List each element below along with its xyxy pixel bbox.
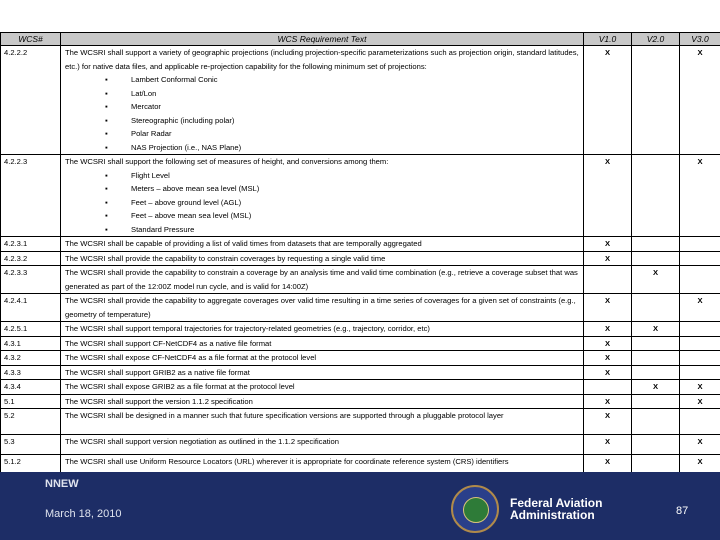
requirement-id: 4.3.1 xyxy=(1,336,61,351)
bullet-list xyxy=(65,169,580,237)
requirement-text: The WCSRI shall expose CF-NetCDF4 as a file format at the protocol level xyxy=(65,353,317,362)
v2-mark: X xyxy=(632,380,680,395)
requirement-id: 5.3 xyxy=(1,435,61,455)
requirement-text-cell xyxy=(61,365,584,380)
requirement-id: 5.1 xyxy=(1,394,61,409)
v1-mark: X xyxy=(584,46,632,155)
requirement-text-cell xyxy=(61,409,584,435)
requirement-text-cell xyxy=(61,155,584,237)
table-row xyxy=(1,155,720,237)
v1-mark: X xyxy=(584,155,632,237)
v1-mark xyxy=(584,266,632,294)
v2-mark xyxy=(632,394,680,409)
requirement-text-cell xyxy=(61,251,584,266)
v3-mark: X xyxy=(680,455,720,484)
bullet-item: ▪ Standard Pressure xyxy=(105,223,580,237)
requirement-id: 4.2.3.1 xyxy=(1,237,61,252)
v2-mark xyxy=(632,336,680,351)
v3-mark xyxy=(680,351,720,366)
program-name: NNEW xyxy=(45,478,79,490)
v1-mark: X xyxy=(584,455,632,484)
v1-mark: X xyxy=(584,336,632,351)
requirement-text: The WCSRI shall be designed in a manner such that future specification versions are supported through a pluggable protocol layer xyxy=(65,411,504,420)
v3-mark xyxy=(680,322,720,337)
bullet-item: ▪ Lat/Lon xyxy=(105,87,580,101)
v3-mark xyxy=(680,251,720,266)
v2-mark xyxy=(632,435,680,455)
requirement-text-cell xyxy=(61,46,584,155)
requirement-text: The WCSRI shall support temporal trajectories for trajectory-related geometries (e.g., trajectory, corridor, etc) xyxy=(65,324,430,333)
requirement-id: 4.2.2.2 xyxy=(1,46,61,155)
requirement-text: The WCSRI shall support version negotiation as outlined in the 1.1.2 specification xyxy=(65,437,339,446)
requirement-text: The WCSRI shall use Uniform Resource Locators (URL) wherever it is appropriate for coordinate reference system (CRS) identifiers xyxy=(65,457,509,466)
table-row xyxy=(1,435,720,455)
footer xyxy=(0,472,720,540)
requirement-id: 4.2.3.2 xyxy=(1,251,61,266)
header-requirement-text: WCS Requirement Text xyxy=(61,33,584,46)
v2-mark: X xyxy=(632,266,680,294)
table-row xyxy=(1,394,720,409)
v3-mark: X xyxy=(680,435,720,455)
table-row xyxy=(1,237,720,252)
presentation-date: March 18, 2010 xyxy=(45,508,122,520)
table-row xyxy=(1,294,720,322)
v1-mark: X xyxy=(584,237,632,252)
requirement-text: The WCSRI shall be capable of providing a list of valid times from datasets that are temporally aggregated xyxy=(65,239,422,248)
v2-mark xyxy=(632,46,680,155)
agency-name: Federal Aviation Administration xyxy=(510,496,603,522)
v3-mark: X xyxy=(680,380,720,395)
requirement-text-cell xyxy=(61,351,584,366)
v2-mark xyxy=(632,294,680,322)
requirement-text: The WCSRI shall provide the capability to aggregate coverages over valid time resulting in a time series of coverages for a given set of constraints (e.g., geometry of temperature) xyxy=(65,296,576,319)
bullet-item: ▪ Feet – above mean sea level (MSL) xyxy=(105,209,580,223)
bullet-item: ▪ Polar Radar xyxy=(105,127,580,141)
requirement-text-cell xyxy=(61,237,584,252)
table-row xyxy=(1,251,720,266)
requirement-text-cell xyxy=(61,294,584,322)
v2-mark xyxy=(632,237,680,252)
requirement-text-cell xyxy=(61,322,584,337)
v1-mark: X xyxy=(584,394,632,409)
bullet-item: ▪ Stereographic (including polar) xyxy=(105,114,580,128)
table-header-row xyxy=(1,33,720,46)
faa-seal-logo xyxy=(451,485,499,533)
requirement-text: The WCSRI shall support GRIB2 as a native file format xyxy=(65,367,250,377)
v1-mark: X xyxy=(584,294,632,322)
requirement-text-cell xyxy=(61,380,584,395)
requirement-text: The WCSRI shall support CF-NetCDF4 as a native file format xyxy=(65,338,272,348)
table-row xyxy=(1,365,720,380)
v1-mark: X xyxy=(584,251,632,266)
v3-mark xyxy=(680,237,720,252)
v1-mark: X xyxy=(584,435,632,455)
requirement-id: 4.3.3 xyxy=(1,365,61,380)
header-v3: V3.0 xyxy=(680,33,720,46)
v1-mark: X xyxy=(584,409,632,435)
header-v2: V2.0 xyxy=(632,33,680,46)
requirement-text: The WCSRI shall support the version 1.1.2 specification xyxy=(65,396,253,406)
v3-mark xyxy=(680,336,720,351)
requirement-id: 5.2 xyxy=(1,409,61,435)
requirement-id: 5.1.2 xyxy=(1,455,61,484)
requirement-id: 4.2.3.3 xyxy=(1,266,61,294)
requirement-text-cell xyxy=(61,336,584,351)
requirement-text-cell xyxy=(61,394,584,409)
v2-mark xyxy=(632,351,680,366)
requirements-table xyxy=(0,32,720,484)
table-row xyxy=(1,409,720,435)
v2-mark xyxy=(632,409,680,435)
v2-mark xyxy=(632,251,680,266)
table-row xyxy=(1,336,720,351)
requirement-id: 4.2.5.1 xyxy=(1,322,61,337)
requirement-text-cell xyxy=(61,435,584,455)
requirement-text: The WCSRI shall support a variety of geographic projections (including projection-specific parameterizations such as projection origin, standard latitudes, etc.) for native data files, and applicable re-projection capability for the following minimum set of projections: xyxy=(65,48,579,71)
requirement-text: The WCSRI shall support the following set of measures of height, and conversions among them: xyxy=(65,157,389,166)
header-wcs-number: WCS# xyxy=(1,33,61,46)
bullet-item: ▪ Flight Level xyxy=(105,169,580,183)
requirement-id: 4.3.4 xyxy=(1,380,61,395)
v3-mark: X xyxy=(680,294,720,322)
requirement-text: The WCSRI shall provide the capability to constrain coverages by requesting a single valid time xyxy=(65,253,386,263)
v3-mark xyxy=(680,266,720,294)
v1-mark xyxy=(584,380,632,395)
v3-mark xyxy=(680,365,720,380)
v2-mark: X xyxy=(632,322,680,337)
v1-mark: X xyxy=(584,365,632,380)
requirement-text: The WCSRI shall provide the capability to constrain a coverage by an analysis time and valid time combination (e.g., retrieve a coverage subset that was generated as part of the 12:00Z model run cycle, and is valid for 14:00Z) xyxy=(65,268,578,291)
bullet-item: ▪ Mercator xyxy=(105,100,580,114)
v3-mark xyxy=(680,409,720,435)
table-row xyxy=(1,380,720,395)
bullet-list xyxy=(65,73,580,154)
v2-mark xyxy=(632,365,680,380)
v1-mark: X xyxy=(584,351,632,366)
bullet-item: ▪ NAS Projection (i.e., NAS Plane) xyxy=(105,141,580,155)
requirement-text-cell xyxy=(61,266,584,294)
table-row xyxy=(1,46,720,155)
bullet-item: ▪ Feet – above ground level (AGL) xyxy=(105,196,580,210)
v3-mark: X xyxy=(680,155,720,237)
v3-mark: X xyxy=(680,394,720,409)
page-number: 87 xyxy=(676,505,689,517)
table-row xyxy=(1,322,720,337)
header-v1: V1.0 xyxy=(584,33,632,46)
v1-mark: X xyxy=(584,322,632,337)
requirement-id: 4.2.4.1 xyxy=(1,294,61,322)
table-row xyxy=(1,351,720,366)
bullet-item: ▪ Lambert Conformal Conic xyxy=(105,73,580,87)
requirement-text: The WCSRI shall expose GRIB2 as a file format at the protocol level xyxy=(65,382,295,391)
requirement-id: 4.2.2.3 xyxy=(1,155,61,237)
bullet-item: ▪ Meters – above mean sea level (MSL) xyxy=(105,182,580,196)
requirement-id: 4.3.2 xyxy=(1,351,61,366)
v3-mark: X xyxy=(680,46,720,155)
table-row xyxy=(1,266,720,294)
v2-mark xyxy=(632,155,680,237)
